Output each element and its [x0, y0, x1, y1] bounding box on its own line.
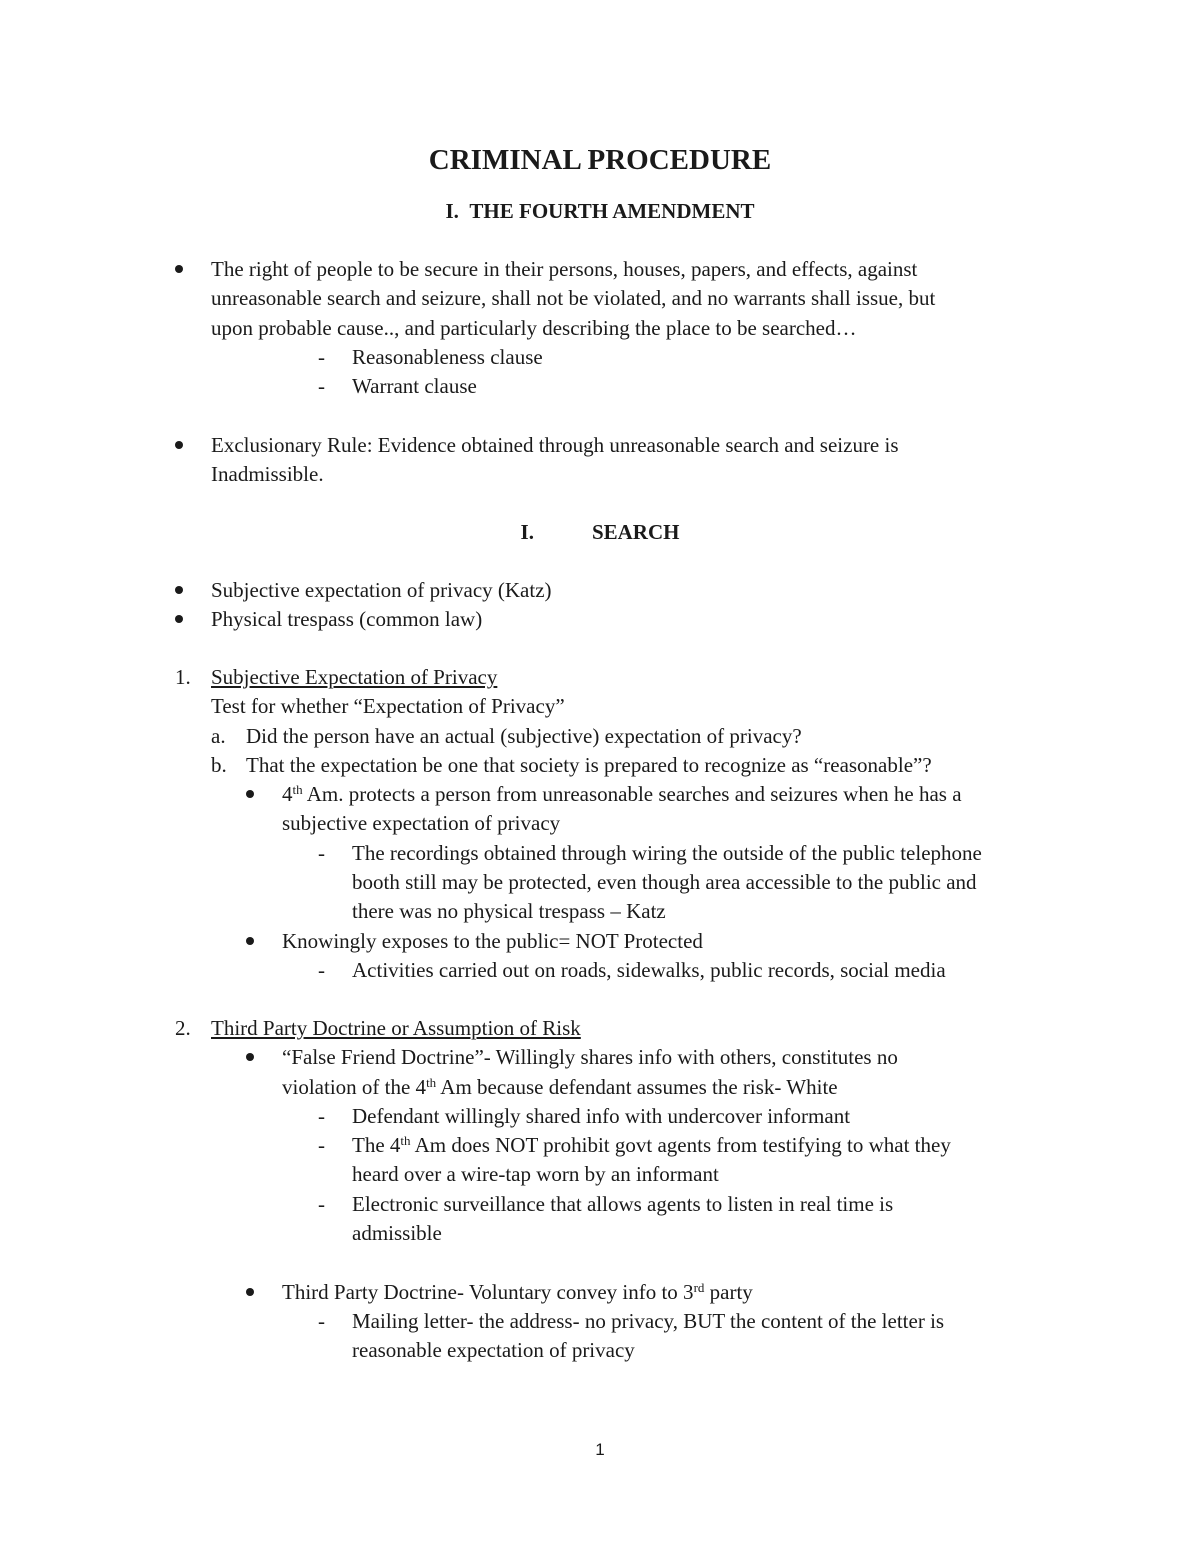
list-item: Subjective expectation of privacy (Katz)	[0, 576, 1200, 605]
list-item: “False Friend Doctrine”- Willingly shares info with others, constitutes no	[0, 1043, 1200, 1072]
list-item: - The recordings obtained through wiring the outside of the public telephone	[0, 839, 1200, 868]
bullet-icon	[175, 265, 183, 273]
list-item: 4th Am. protects a person from unreasonable searches and seizures when he has a	[0, 780, 1200, 809]
item-number: 1.	[175, 665, 191, 689]
page-number: 1	[595, 1440, 605, 1459]
bullet-icon	[246, 937, 254, 945]
bullet-icon	[246, 1288, 254, 1296]
bullet-icon	[246, 1053, 254, 1061]
dash-marker: -	[318, 374, 325, 399]
bullet-icon	[175, 586, 183, 594]
list-item: The right of people to be secure in their persons, houses, papers, and effects, against	[0, 255, 1200, 284]
list-item: - The 4th Am does NOT prohibit govt agents from testifying to what they	[0, 1131, 1200, 1160]
dash-marker: -	[318, 1191, 325, 1216]
item-title: Subjective Expectation of Privacy	[211, 665, 498, 689]
bullet-icon	[175, 441, 183, 449]
item-subjective-expectation: 1. Subjective Expectation of Privacy Test for whether “Expectation of Privacy” a. Did the person have an actual (subjective) expectation of privacy? b. That the expectation be one that society is prepared to recognize as “reasonable”? 4th Am. protects a person from unreasonable searches and seizures when he has a subjective expectation of privacy - The recordings obtained through wiring the outside of the public telephone booth still may be protected, even though area accessible to the public and there was no physical trespass – Katz Knowingly exposes to the public= NOT Protected - Activities carried out on roads, sidewalks, public records, social media	[0, 663, 1200, 985]
list-item: - Warrant clause	[0, 372, 1200, 401]
dash-marker: -	[318, 1308, 325, 1333]
list-item: - Activities carried out on roads, sidewalks, public records, social media	[0, 956, 1200, 985]
section-heading-fourth-amendment	[0, 197, 1200, 226]
bullet-icon	[175, 615, 183, 623]
section-title: SEARCH	[591, 520, 680, 544]
document-title: CRIMINAL PROCEDURE	[428, 144, 772, 176]
item-third-party-doctrine: 2. Third Party Doctrine or Assumption of Risk “False Friend Doctrine”- Willingly shares info with others, constitutes no violation of the 4th Am because defendant assumes the risk- White - Defendant willingly shared info with undercover informant - The 4th Am does NOT prohibit govt agents from testifying to what they heard over a wire-tap worn by an informant - Electronic surveillance that allows agents to listen in real time is admissible Third Party Doctrine- Voluntary convey info to 3rd party - Mailing letter- the address- no privacy, BUT the content of the letter is reasonable expectation of privacy	[0, 1014, 1200, 1366]
list-item: - Electronic surveillance that allows agents to listen in real time is	[0, 1190, 1200, 1219]
list-item: - Defendant willingly shared info with undercover informant	[0, 1102, 1200, 1131]
list-item: Third Party Doctrine- Voluntary convey info to 3rd party	[0, 1278, 1200, 1307]
section-numeral: I.	[445, 199, 459, 223]
list-item: Exclusionary Rule: Evidence obtained through unreasonable search and seizure is	[0, 431, 1200, 460]
list-item: Physical trespass (common law)	[0, 605, 1200, 634]
fourth-amendment-list: The right of people to be secure in their persons, houses, papers, and effects, against unreasonable search and seizure, shall not be violated, and no warrants shall issue, but upon probable cause.., and particularly describing the place to be searched… - Reasonableness clause - Warrant clause Exclusionary Rule: Evidence obtained through unreasonable search and seizure is Inadmissible.	[0, 255, 1200, 489]
list-item: - Reasonableness clause	[0, 343, 1200, 372]
list-item: a. Did the person have an actual (subjective) expectation of privacy?	[211, 723, 802, 748]
section-title: THE FOURTH AMENDMENT	[469, 199, 755, 223]
dash-marker: -	[318, 1103, 325, 1128]
list-item: Knowingly exposes to the public= NOT Protected	[0, 927, 1200, 956]
search-list	[0, 576, 1200, 635]
item-number: 2.	[175, 1016, 191, 1040]
dash-marker: -	[318, 344, 325, 369]
dash-marker: -	[318, 1133, 325, 1158]
list-item: b. That the expectation be one that society is prepared to recognize as “reasonable”?	[211, 752, 932, 777]
dash-marker: -	[318, 840, 325, 865]
bullet-icon	[246, 790, 254, 798]
item-title: Third Party Doctrine or Assumption of Risk	[211, 1016, 581, 1040]
list-item: - Mailing letter- the address- no privacy, BUT the content of the letter is	[0, 1307, 1200, 1336]
section-numeral: I.	[520, 520, 534, 544]
dash-marker: -	[318, 957, 325, 982]
section-heading-search	[0, 518, 1200, 547]
